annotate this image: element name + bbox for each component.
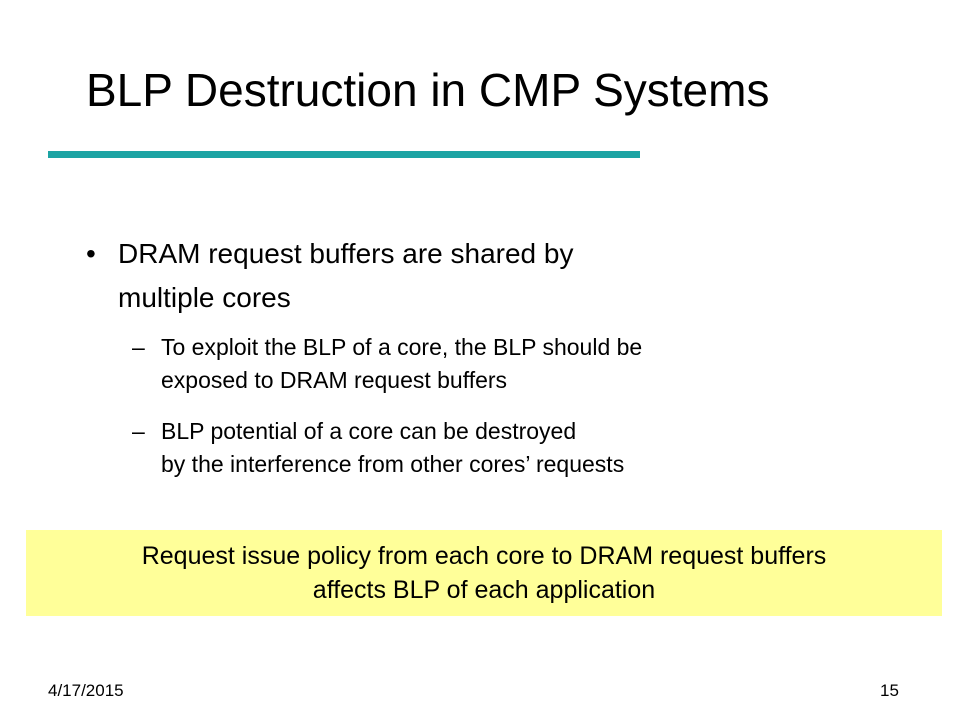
callout-line-1: Request issue policy from each core to DRAM request buffers (141, 542, 827, 570)
main-bullet-line-2: multiple cores (118, 282, 291, 313)
title-underline (48, 151, 640, 158)
sub-bullet-2-line-1: BLP potential of a core can be destroyed (161, 418, 577, 444)
footer-date: 4/17/2015 (48, 681, 124, 700)
callout-text (142, 539, 827, 607)
main-bullet-line-1: DRAM request buffers are shared by (118, 238, 574, 269)
main-bullet-text (118, 232, 778, 320)
callout-box (26, 530, 942, 616)
sub-bullet-1-line-1: To exploit the BLP of a core, the BLP should be (161, 334, 643, 360)
sub-bullet-marker: – (132, 334, 145, 360)
footer-page-number: 15 (880, 681, 899, 700)
sub-bullet-2-line-2: by the interference from other cores’ requests (161, 451, 625, 477)
sub-bullet-1-text (161, 331, 861, 397)
slide-title: BLP Destruction in CMP Systems (86, 64, 770, 116)
bullet-marker: • (86, 238, 96, 269)
sub-bullet-marker: – (132, 418, 145, 444)
sub-bullet-2-text (161, 415, 861, 481)
sub-bullet-1-line-2: exposed to DRAM request buffers (161, 367, 508, 393)
callout-line-2: affects BLP of each application (312, 576, 656, 604)
